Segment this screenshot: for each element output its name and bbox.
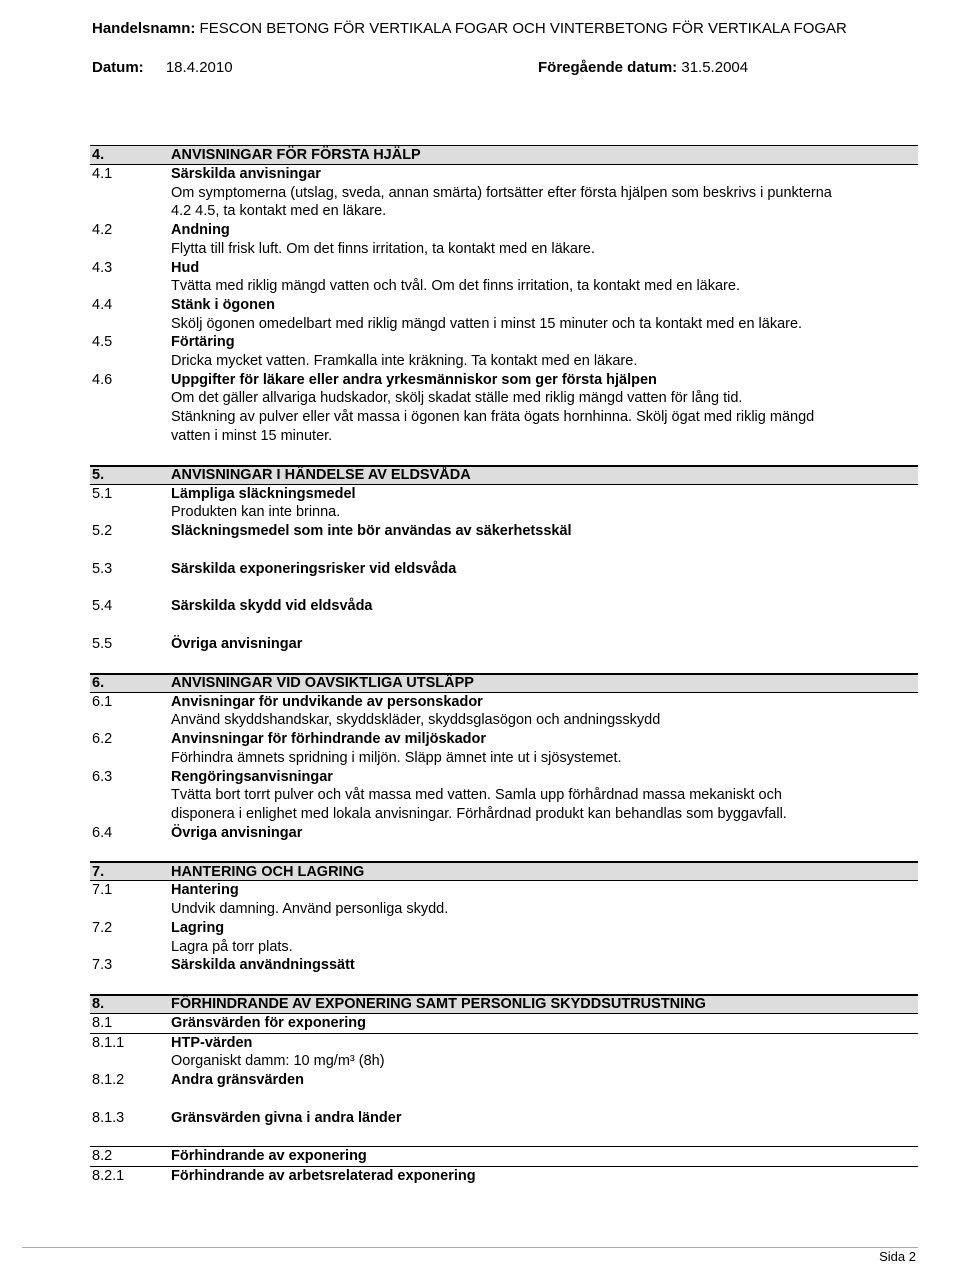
subsection-title: Gränsvärden för exponering [171,1014,366,1031]
subsection-heading [90,1034,918,1053]
text-line: disponera i enlighet med lokala anvisningar. Förhårdnad produkt kan behandlas som byggavfall. [171,805,787,822]
page-number: Sida 2 [879,1249,916,1264]
spacer [90,975,918,994]
spacer [90,1127,918,1146]
subsection-text [90,315,918,334]
subsection-heading [90,881,918,900]
prev-date-value: 31.5.2004 [681,59,749,76]
subsection-number: 4.4 [92,296,113,313]
section-number: 7. [92,863,105,880]
subsection-heading [90,485,918,504]
subsection-heading [90,768,918,787]
subsection-number: 4.3 [92,259,113,276]
subsection-text [90,938,918,957]
spacer [90,1090,918,1109]
subsection-title: Lagring [171,919,225,936]
text-line: vatten i minst 15 minuter. [171,427,333,444]
subsection-title: Anvinsningar för förhindrande av miljöskador [171,731,487,748]
subsection-title: Lämpliga släckningsmedel [171,485,356,502]
header-date [92,59,233,76]
subsection-number: 6.1 [92,693,113,710]
text-line: Produkten kan inte brinna. [171,504,341,521]
subsection-heading [90,635,918,654]
subsection-title: Hud [171,259,200,276]
section-number: 5. [92,467,105,484]
subsection-title: Rengöringsanvisningar [171,768,333,785]
subsection-text [90,184,918,221]
subsection-number: 8.2.1 [92,1168,125,1185]
section-number: 4. [92,147,105,163]
subsection-title: Särskilda exponeringsrisker vid eldsvåda [171,560,457,577]
text-line: Skölj ögonen omedelbart med riklig mängd vatten i minst 15 minuter och ta kontakt med en läkare. [171,315,803,332]
subsection-heading [90,221,918,240]
subsection-number: 5.1 [92,485,113,502]
subsection-text [90,240,918,259]
text-line: Om symptomerna (utslag, sveda, annan smärta) fortsätter efter första hjälpen som beskrivs i punkterna [171,184,832,201]
subsection-text [90,352,918,371]
subsection-title: Andra gränsvärden [171,1072,304,1089]
section-title: ANVISNINGAR FÖR FÖRSTA HJÄLP [171,147,421,163]
subsection-number: 7.3 [92,957,113,974]
text-line: Flytta till frisk luft. Om det finns irritation, ta kontakt med en läkare. [171,240,595,257]
subsection-number: 8.1.3 [92,1109,125,1126]
spacer [90,578,918,597]
section-title: HANTERING OCH LAGRING [171,863,365,880]
header-prev-date [538,59,748,76]
text-line: Förhindra ämnets spridning i miljön. Släpp ämnet inte ut i sjösystemet. [171,749,622,766]
subsection-title: Släckningsmedel som inte bör användas av säkerhetsskäl [171,522,572,539]
text-line: Dricka mycket vatten. Framkalla inte kräkning. Ta kontakt med en läkare. [171,353,638,370]
subsection-title: Uppgifter för läkare eller andra yrkesmänniskor som ger första hjälpen [171,371,657,388]
subsection-number: 8.2 [92,1148,113,1165]
subsection-heading [90,597,918,616]
subsection-heading [90,824,918,843]
section-header [90,465,918,485]
subsection-text [90,503,918,522]
subsection-title: Övriga anvisningar [171,636,303,653]
subsection-number: 4.2 [92,222,113,239]
tradename-label: Handelsnamn: [92,20,196,37]
tradename-value: FESCON BETONG FÖR VERTIKALA FOGAR OCH VINTERBETONG FÖR VERTIKALA FOGAR [199,20,847,37]
subsection-heading [90,1109,918,1128]
subsection-text [90,1052,918,1071]
subsection-heading [90,296,918,315]
date-value: 18.4.2010 [165,59,233,76]
header-tradename [92,20,847,37]
subsection-heading [90,956,918,975]
subsection-heading [90,165,918,184]
subsection-text [90,749,918,768]
text-line: Undvik damning. Använd personliga skydd. [171,901,449,918]
section-header [90,994,918,1014]
subsection-number: 8.1 [92,1014,113,1031]
footer-divider [22,1247,918,1248]
subsection-heading [90,730,918,749]
subsection-number: 8.1.1 [92,1034,125,1051]
spacer [90,654,918,673]
subsection-title: Övriga anvisningar [171,824,303,841]
subsection-heading [90,560,918,579]
subsection-heading [90,333,918,352]
text-line: Oorganiskt damm: 10 mg/m³ (8h) [171,1053,385,1070]
section-title: ANVISNINGAR I HÄNDELSE AV ELDSVÅDA [171,467,471,484]
subsection-text [90,277,918,296]
section-header [90,145,918,165]
subsection-text [90,711,918,730]
subsection-number: 5.3 [92,560,113,577]
subsection-number: 6.4 [92,824,113,841]
subsection-number: 8.1.2 [92,1072,125,1089]
subsection-number: 5.4 [92,598,113,615]
section-number: 6. [92,675,105,692]
subsection-title: Anvisningar för undvikande av personskador [171,693,483,710]
section-title: ANVISNINGAR VID OAVSIKTLIGA UTSLÄPP [171,675,474,692]
subsection-heading [90,259,918,278]
text-line: 4.2 4.5, ta kontakt med en läkare. [171,203,387,220]
text-line: Stänkning av pulver eller våt massa i ögonen kan fräta ögats hornhinna. Skölj ögat med riklig mängd [171,409,815,426]
subsection-title: Stänk i ögonen [171,296,275,313]
subsection-title: Särskilda användningssätt [171,957,355,974]
subsection-text [90,786,918,823]
subsection-title: Förhindrande av exponering [171,1148,367,1165]
spacer [90,541,918,560]
spacer [90,446,918,465]
subsection-heading [90,1071,918,1090]
subsection-title: Särskilda anvisningar [171,166,321,182]
subsection-number: 4.1 [92,166,113,182]
section-header [90,861,918,881]
subsection-text [90,389,918,445]
section-header [90,673,918,693]
subsection-number: 5.2 [92,522,113,539]
section-title: FÖRHINDRANDE AV EXPONERING SAMT PERSONLIG SKYDDSUTRUSTNING [171,996,706,1013]
text-line: Använd skyddshandskar, skyddskläder, skyddsglasögon och andningsskydd [171,712,661,729]
subsection-number: 4.5 [92,334,113,351]
subsection-title: Särskilda skydd vid eldsvåda [171,598,373,615]
text-line: Tvätta bort torrt pulver och våt massa med vatten. Samla upp förhårdnad massa mekaniskt och [171,787,782,804]
subsection-number: 6.3 [92,768,113,785]
subsection-heading [90,1014,918,1034]
document-body [90,145,918,1186]
text-line: Lagra på torr plats. [171,938,293,955]
subsection-number: 6.2 [92,731,113,748]
subsection-heading [90,371,918,390]
subsection-number: 5.5 [92,636,113,653]
subsection-number: 7.1 [92,882,113,899]
subsection-title: Förtäring [171,334,235,351]
subsection-number: 7.2 [92,919,113,936]
text-line: Tvätta med riklig mängd vatten och tvål. Om det finns irritation, ta kontakt med en läkare. [171,278,740,295]
subsection-title: Förhindrande av arbetsrelaterad exponering [171,1168,476,1185]
text-line: Om det gäller allvariga hudskador, skölj skadat ställe med riklig mängd vatten för lång tid. [171,390,743,407]
prev-date-label: Föregående datum: [538,59,678,76]
spacer [90,616,918,635]
spacer [90,842,918,861]
subsection-title: Gränsvärden givna i andra länder [171,1109,402,1126]
subsection-text [90,900,918,919]
subsection-heading [90,1146,918,1167]
subsection-title: HTP-värden [171,1034,253,1051]
subsection-heading [90,919,918,938]
subsection-heading [90,522,918,541]
subsection-title: Andning [171,222,230,239]
subsection-heading [90,1167,918,1186]
subsection-title: Hantering [171,882,239,899]
date-label: Datum: [92,59,144,76]
section-number: 8. [92,996,105,1013]
subsection-heading [90,693,918,712]
subsection-number: 4.6 [92,371,113,388]
